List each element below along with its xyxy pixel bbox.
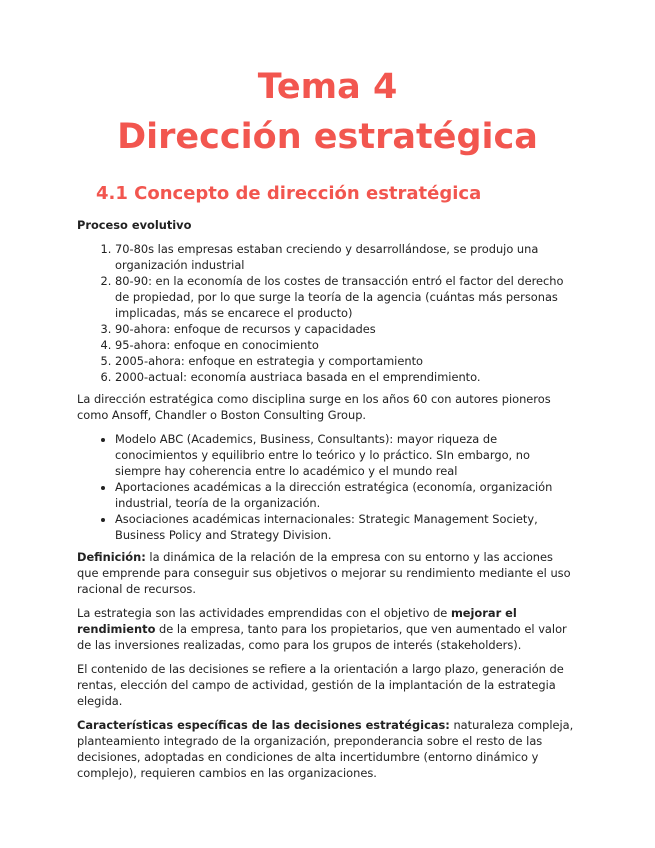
bullet-list [77, 431, 577, 543]
evolution-item: 4. 95-ahora: enfoque en conocimiento [115, 337, 577, 353]
definition-text: la dinámica de la relación de la empresa con su entorno y las acciones que emprende para conseguir sus objetivos o mejorar su rendimiento mediante el uso racional de recursos. [77, 550, 571, 596]
title-line-1: Tema 4 [257, 67, 398, 107]
strategy-text-before: La estrategia son las actividades emprendidas con el objetivo de [77, 606, 451, 620]
strategy-paragraph [77, 605, 577, 653]
section-heading: 4.1 Concepto de dirección estratégica [96, 183, 482, 204]
definition-label: Definición: [77, 550, 146, 564]
evolution-item: 3. 90-ahora: enfoque de recursos y capacidades [115, 321, 577, 337]
document-body [77, 217, 577, 789]
bullet-item: • Modelo ABC (Academics, Business, Consultants): mayor riqueza de conocimientos y equilibrio entre lo teórico y lo práctico. SIn embargo, no siempre hay coherencia entre lo académico y el mundo real [115, 431, 577, 479]
characteristics-label: Características específicas de las decisiones estratégicas: [77, 718, 450, 732]
evolution-item: 5. 2005-ahora: enfoque en estrategia y comportamiento [115, 353, 577, 369]
content-paragraph: El contenido de las decisiones se refiere a la orientación a largo plazo, generación de rentas, elección del campo de actividad, gestión de la implantación de la estrategia elegida. [77, 662, 564, 708]
subheading: Proceso evolutivo [77, 218, 192, 232]
title-line-2: Dirección estratégica [117, 117, 538, 157]
evolution-item: 1. 70-80s las empresas estaban creciendo y desarrollándose, se produjo una organización industrial [115, 241, 577, 273]
characteristics-text: naturaleza compleja, planteamiento integrado de la organización, preponderancia sobre el resto de las decisiones, adoptadas en condiciones de alta incertidumbre (entorno dinámico y complejo), requieren cambios en las organizaciones. [77, 718, 574, 780]
bullet-item: • Aportaciones académicas a la dirección estratégica (economía, organización industrial, teoría de la organización. [115, 479, 577, 511]
definition-paragraph [77, 549, 577, 597]
evolution-item: 2. 80-90: en la economía de los costes de transacción entró el factor del derecho de propiedad, por lo que surge la teoría de la agencia (cuántas más personas implicadas, más se encarece el producto) [115, 273, 577, 321]
intro-paragraph: La dirección estratégica como disciplina surge en los años 60 con autores pioneros como Ansoff, Chandler o Boston Consulting Group. [77, 392, 551, 422]
strategy-emphasis: mejorar el rendimiento [77, 606, 517, 636]
evolution-list [77, 241, 577, 385]
evolution-item: 6. 2000-actual: economía austriaca basada en el emprendimiento. [115, 369, 577, 385]
strategy-text-after: de la empresa, tanto para los propietarios, que ven aumentado el valor de las inversiones realizadas, como para los grupos de interés (stakeholders). [77, 622, 567, 652]
bullet-item: • Asociaciones académicas internacionales: Strategic Management Society, Business Policy and Strategy Division. [115, 511, 577, 543]
characteristics-paragraph [77, 717, 577, 781]
